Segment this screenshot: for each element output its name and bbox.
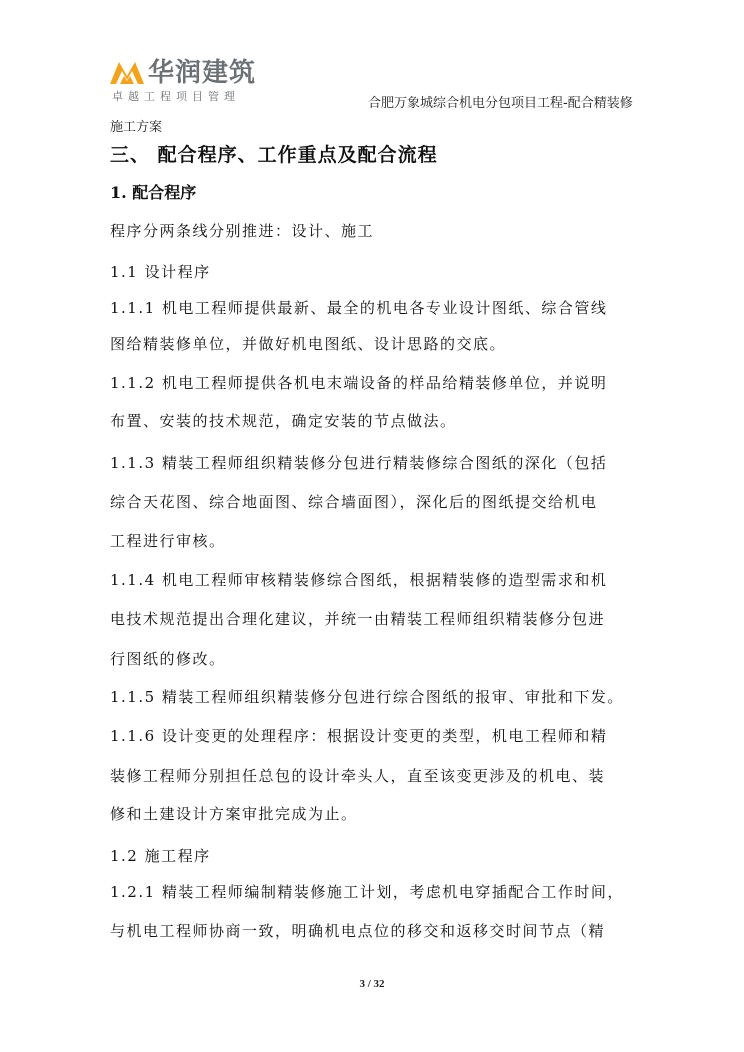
body-line: 1.1.2 机电工程师提供各机电末端设备的样品给精装修单位，并说明 (110, 374, 608, 392)
subsection-title: 1. 配合程序 (110, 183, 197, 202)
body-line: 程序分两条线分别推进：设计、施工 (110, 222, 375, 240)
body-line: 1.1.4 机电工程师审核精装修综合图纸，根据精装修的造型需求和机 (110, 571, 608, 589)
logo-name: 华润建筑 (148, 58, 257, 88)
document-title-continued: 施工方案 (110, 120, 163, 135)
body-line: 修和土建设计方案审批完成为止。 (110, 805, 358, 823)
body-line: 1.1.5 精装工程师组织精装修分包进行综合图纸的报审、审批和下发。 (110, 688, 624, 706)
page-number: 3 / 32 (359, 978, 385, 990)
body-line: 1.1.1 机电工程师提供最新、最全的机电各专业设计图纸、综合管线 (110, 299, 608, 317)
body-line: 装修工程师分别担任总包的设计牵头人，直至该变更涉及的机电、装 (110, 767, 606, 785)
document-title: 合肥万象城综合机电分包项目工程-配合精装修 (368, 96, 633, 111)
body-line: 综合天花图、综合地面图、综合墙面图），深化后的图纸提交给机电 (110, 493, 598, 511)
company-logo (110, 52, 270, 104)
body-line: 电技术规范提出合理化建议，并统一由精装工程师组织精装修分包进 (110, 610, 606, 628)
logo-tagline: 卓越工程项目管理 (112, 90, 240, 103)
body-line: 1.1 设计程序 (110, 263, 211, 281)
body-line: 1.1.3 精装工程师组织精装修分包进行精装修综合图纸的深化（包括 (110, 454, 608, 472)
body-line: 1.2.1 精装工程师编制精装修施工计划，考虑机电穿插配合工作时间， (110, 883, 624, 901)
body-line: 1.1.6 设计变更的处理程序：根据设计变更的类型，机电工程师和精 (110, 727, 608, 745)
body-line: 1.2 施工程序 (110, 847, 211, 865)
body-line: 与机电工程师协商一致，明确机电点位的移交和返移交时间节点（精 (110, 922, 606, 940)
section-title: 三、 配合程序、工作重点及配合流程 (110, 144, 438, 166)
company-logo-icon (110, 56, 144, 84)
body-line: 行图纸的修改。 (110, 650, 226, 668)
body-line: 工程进行审核。 (110, 532, 226, 550)
body-line: 布置、安装的技术规范，确定安装的节点做法。 (110, 412, 457, 430)
body-line: 图给精装修单位，并做好机电图纸、设计思路的交底。 (110, 335, 507, 353)
